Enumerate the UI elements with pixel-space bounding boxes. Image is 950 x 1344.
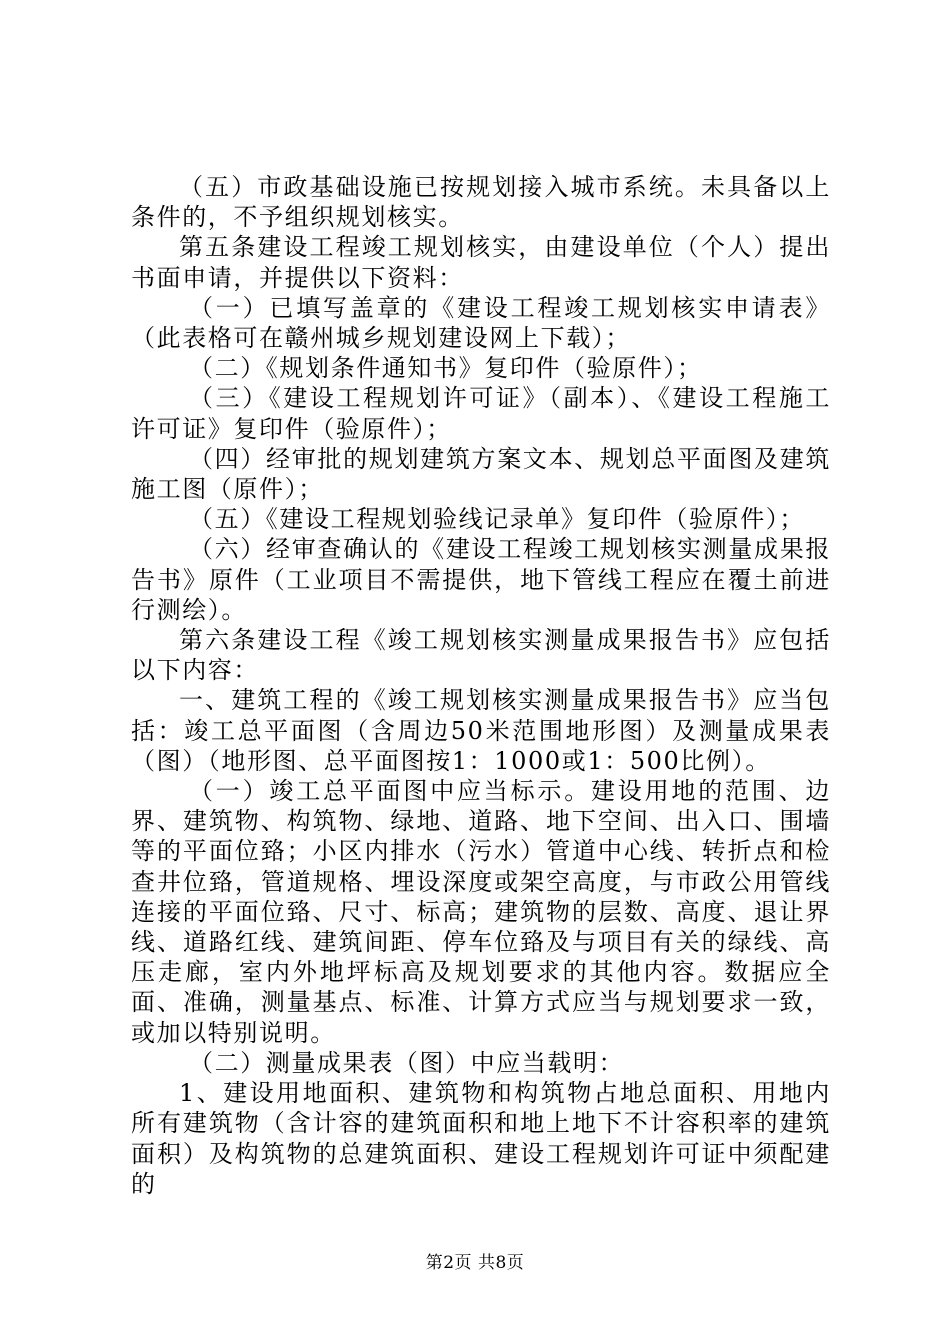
paragraph-item-5: （五）《建设工程规划验线记录单》复印件（验原件）；	[189, 505, 805, 534]
paragraph-item-4: （四）经审批的规划建筑方案文本、规划总平面图及建筑施工图（原件）；	[131, 444, 831, 504]
paragraph-item-1: （一）已填写盖章的《建设工程竣工规划核实申请表》（此表格可在赣州城乡规划建设网上下载）；	[131, 293, 831, 353]
paragraph-article-5: 第五条建设工程竣工规划核实，由建设单位（个人）提出书面申请，并提供以下资料：	[131, 233, 831, 292]
paragraph-item-6: （六）经审查确认的《建设工程竣工规划核实测量成果报告书》原件（工业项目不需提供，地下管线工程应在覆土前进行测绘）。	[131, 535, 831, 624]
paragraph-subsection-2: （二）测量成果表（图）中应当载明：	[189, 1048, 625, 1077]
document-body	[131, 172, 831, 1199]
paragraph-section-1: 一、建筑工程的《竣工规划核实测量成果报告书》应当包括：竣工总平面图（含周边50米范围地形图）及测量成果表（图）（地形图、总平面图按1：1000或1：500比例）。	[131, 686, 831, 775]
paragraph-subsection-1: （一）竣工总平面图中应当标示。建设用地的范围、边界、建筑物、构筑物、绿地、道路、地下空间、出入口、围墙等的平面位臵；小区内排水（污水）管道中心线、转折点和检查井位臵，管道规格、埋设深度或架空高度，与市政公用管线连接的平面位臵、尺寸、标高；建筑物的层数、高度、退让界线、道路红线、建筑间距、停车位臵及与项目有关的绿线、高压走廊，室内外地坪标高及规划要求的其他内容。数据应全面、准确，测量基点、标准、计算方式应当与规划要求一致，或加以特别说明。	[131, 777, 831, 1047]
paragraph-item-3: （三）《建设工程规划许可证》（副本）、《建设工程施工许可证》复印件（验原件）；	[131, 384, 831, 443]
page-footer: 第2页 共8页	[425, 1253, 525, 1273]
paragraph-municipal-infrastructure: （五）市政基础设施已按规划接入城市系统。未具备以上条件的，不予组织规划核实。	[131, 173, 831, 232]
paragraph-point-1: 1、建设用地面积、建筑物和构筑物占地总面积、用地内所有建筑物（含计容的建筑面积和地上地下不计容积率的建筑面积）及构筑物的总建筑面积、建设工程规划许可证中须配建的	[131, 1079, 831, 1198]
paragraph-article-6: 第六条建设工程《竣工规划核实测量成果报告书》应包括以下内容：	[131, 626, 831, 685]
paragraph-item-2: （二）《规划条件通知书》复印件（验原件）；	[189, 354, 703, 383]
